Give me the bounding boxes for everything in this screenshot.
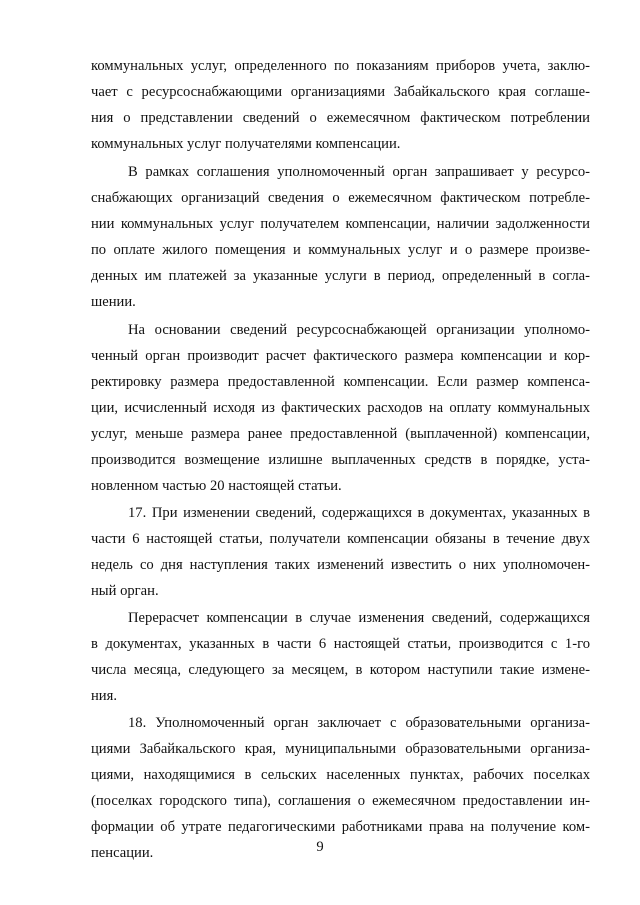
text-line: ченный орган производит расчет фактического размера компенсации и кор- bbox=[91, 348, 590, 364]
text-line: снабжающих организаций сведения о ежемесячном фактическом потребле- bbox=[91, 190, 590, 206]
text-line: новленном частью 20 настоящей статьи. bbox=[91, 478, 342, 494]
text-line: числа месяца, следующего за месяцем, в котором наступили такие измене- bbox=[91, 662, 590, 678]
text-line: коммунальных услуг получателями компенсации. bbox=[91, 136, 401, 152]
text-line: пенсации. bbox=[91, 845, 154, 861]
text-line: ния. bbox=[91, 688, 117, 704]
text-line: 18. Уполномоченный орган заключает с образовательными организа- bbox=[128, 715, 590, 731]
paragraph bbox=[91, 500, 590, 604]
text-line: денных им платежей за указанные услуги в период, определенный в согла- bbox=[91, 268, 590, 284]
document-body bbox=[91, 53, 590, 866]
text-line: в документах, указанных в части 6 настоящей статьи, производится с 1-го bbox=[91, 636, 590, 652]
text-line: В рамках соглашения уполномоченный орган запрашивает у ресурсо- bbox=[128, 164, 590, 180]
text-line: производится возмещение излишне выплаченных средств в порядке, уста- bbox=[91, 452, 590, 468]
paragraph bbox=[91, 53, 590, 157]
text-line: ректировку размера предоставленной компенсации. Если размер компенса- bbox=[91, 374, 590, 390]
text-line: Перерасчет компенсации в случае изменения сведений, содержащихся bbox=[128, 610, 590, 626]
text-line: услуг, меньше размера ранее предоставленной (выплаченной) компенсации, bbox=[91, 426, 590, 442]
text-line: циями, находящимися в сельских населенных пунктах, рабочих поселках bbox=[91, 767, 590, 783]
page-number: 9 bbox=[316, 839, 324, 855]
text-line: части 6 настоящей статьи, получатели компенсации обязаны в течение двух bbox=[91, 531, 590, 547]
paragraph bbox=[91, 605, 590, 709]
paragraph bbox=[91, 317, 590, 499]
text-line: недель со дня наступления таких изменений известить о них уполномочен- bbox=[91, 557, 590, 573]
text-line: циями Забайкальского края, муниципальными образовательными организа- bbox=[91, 741, 590, 757]
text-line: (поселках городского типа), соглашения о ежемесячном предоставлении ин- bbox=[91, 793, 590, 809]
text-line: ния о представлении сведений о ежемесячном фактическом потреблении bbox=[91, 110, 590, 126]
text-line: нии коммунальных услуг получателем компенсации, наличии задолженности bbox=[91, 216, 590, 232]
text-line: ции, исчисленный исходя из фактических расходов на оплату коммунальных bbox=[91, 400, 590, 416]
paragraph bbox=[91, 159, 590, 315]
text-line: На основании сведений ресурсоснабжающей организации уполномо- bbox=[128, 322, 590, 338]
text-line: ный орган. bbox=[91, 583, 159, 599]
text-line: формации об утрате педагогическими работниками права на получение ком- bbox=[91, 819, 590, 835]
text-line: шении. bbox=[91, 294, 136, 310]
text-line: по оплате жилого помещения и коммунальных услуг и о размере произве- bbox=[91, 242, 590, 258]
text-line: 17. При изменении сведений, содержащихся в документах, указанных в bbox=[128, 505, 590, 521]
text-line: чает с ресурсоснабжающими организациями Забайкальского края соглаше- bbox=[91, 84, 590, 100]
text-line: коммунальных услуг, определенного по показаниям приборов учета, заклю- bbox=[91, 58, 590, 74]
